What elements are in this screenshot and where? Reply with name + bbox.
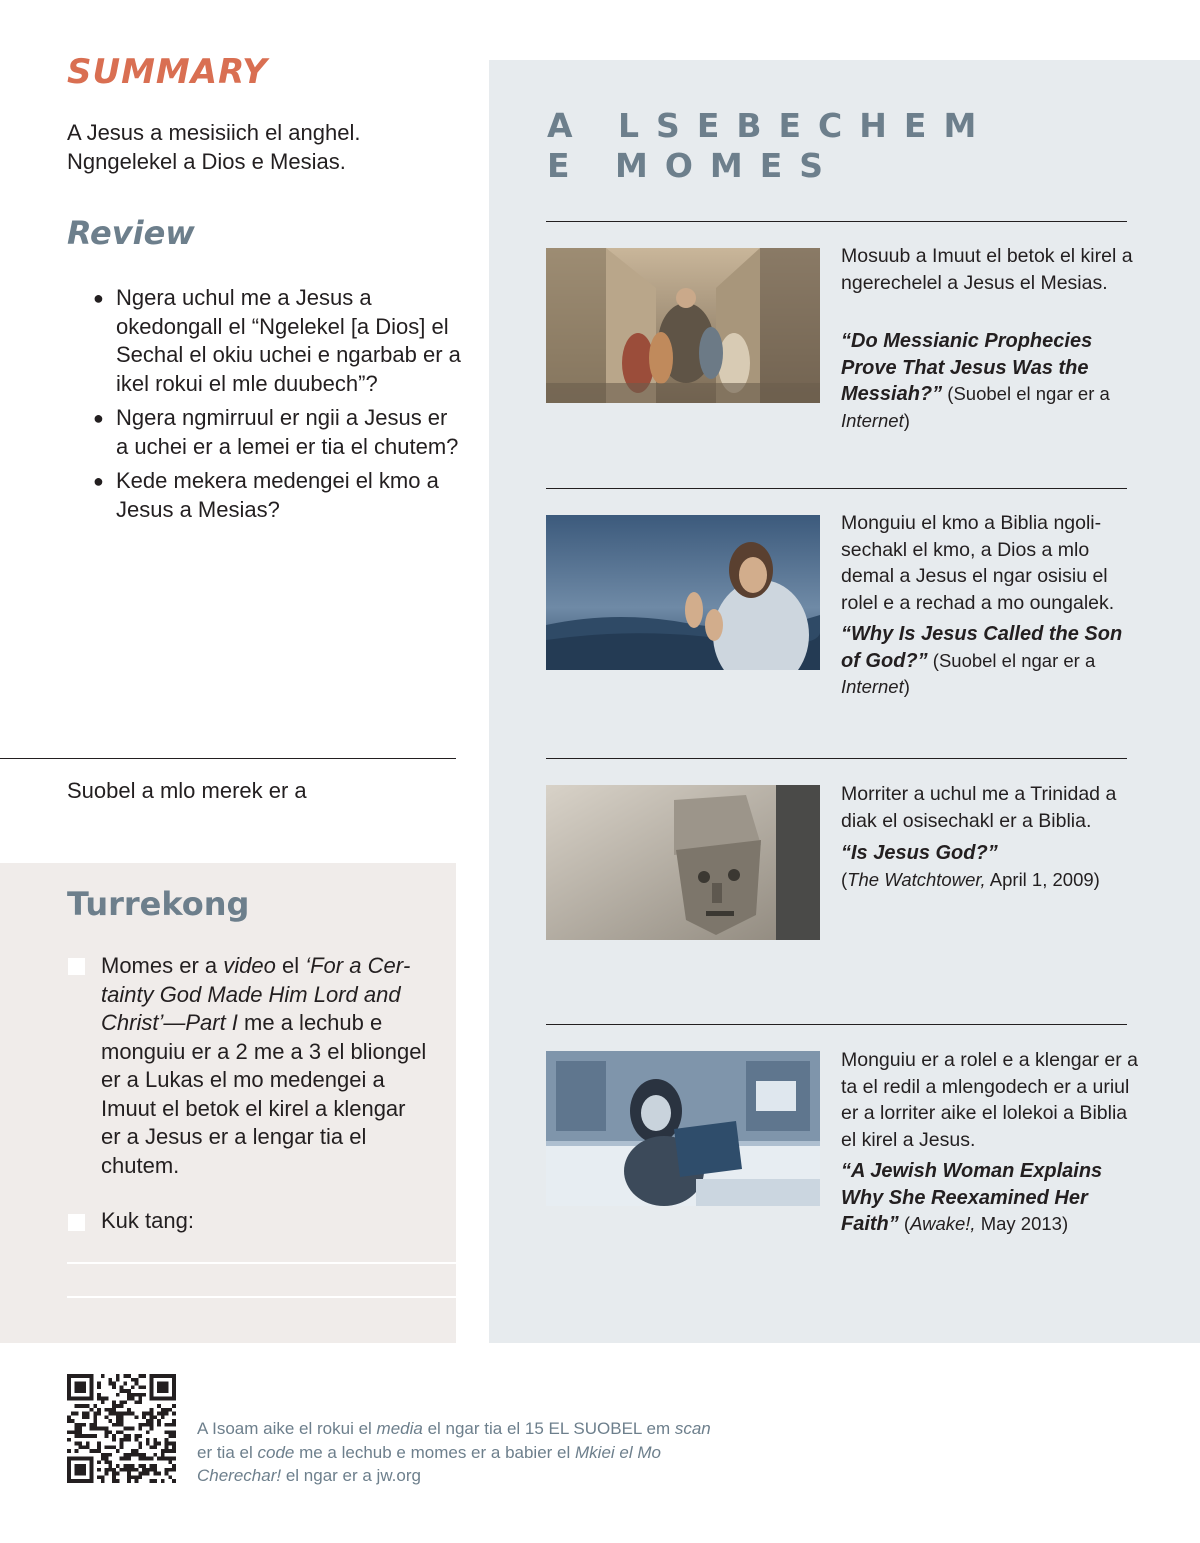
task-1-text-italic: video [223,953,276,978]
entry-source: ( [841,868,848,890]
entry-source-italic: Awake!, [910,1213,976,1234]
review-item-text: Ngera ngmirruul er ngii a Jesus er a uchei er a lemei er tia el chutem? [116,405,459,459]
jesus-praying-image [546,515,820,670]
entry-source: ( [898,1213,911,1234]
task-1-text-part: el [275,953,306,978]
task-2-checkbox[interactable] [68,1214,85,1231]
entry-description: Mosuub a Imuut el betok el kirel a ngerechelel a Jesus el Mesias. [841,245,1133,294]
footer-text-part: el ngar tia el 15 EL SUOBEL em [422,1419,675,1438]
task-1-video-title: ‘For a Certainty God Made Him Lord and Christ’—Part I [101,953,411,1035]
entry-reference[interactable] [841,328,1131,434]
review-list [93,284,463,530]
entry-divider [546,1024,1127,1025]
further-study-heading-line: E MOMES [547,146,841,185]
write-in-line[interactable] [67,1262,456,1264]
task-2-text: Kuk tang: [101,1208,194,1233]
entry-description: Monguiu el kmo a Biblia ngolisechakl el kmo, a Dios a mlo demal a Jesus el ngar osisiu el rolel e a rechad a mo oungalek. [841,512,1115,614]
turrekong-heading: Turrekong [67,885,250,923]
entry-reference[interactable] [841,621,1131,701]
footer-book-title: Mkiei el Mo Cherechar! [197,1442,661,1485]
footer-text-italic: media [376,1419,423,1438]
study-completed-label: Suobel a mlo merek er a [67,778,307,803]
bullet-icon: ● [93,288,104,308]
further-study-heading-line: A LSEBECHEM [547,106,994,145]
footer-text-part: er tia el [197,1442,258,1462]
bullet-icon: ● [93,471,104,491]
entry-divider [546,758,1127,759]
task-1-text [101,952,431,1180]
entry-title-link[interactable]: “Do Messianic Prophecies Prove That Jesus Was the Messiah?” [841,330,1093,405]
summary-text [67,118,447,176]
summary-line-1: A Jesus a mesisiich el anghel. [67,120,361,145]
review-item-text: Ngera uchul me a Jesus a okedongall el “Ngelekel [a Dios] el Sechal el okiu uchei e ngarbab er a ikel rokui el mle duubech”? [116,285,461,396]
footer-text-part: me a lechub e momes er a babier el [294,1442,576,1462]
qr-code-icon[interactable] [67,1374,176,1483]
further-study-heading [547,106,993,186]
entry-source: May 2013) [975,1213,1069,1234]
review-item [93,467,463,524]
entry-source: ) [903,409,910,431]
entry-source: (Suobel el ngar er a [942,383,1110,404]
entry-source: (Suobel el ngar er a [927,649,1096,671]
entry-source-italic: Internet [841,409,904,431]
footer-text-part: A Isoam aike el rokui el [197,1419,377,1438]
bullet-icon: ● [93,408,104,428]
task-1-text-part: me a lechub e monguiu er a 2 me a 3 el bliongel er a Lukas el mo medengei a Imuut el betok el kirel a klengar er a Jesus er a lengar tia el chutem. [101,1010,427,1178]
triumphal-entry-image [546,248,820,403]
entry-source: April 1, 2009) [985,868,1100,890]
woman-reading-image [546,1051,820,1206]
entry-divider [546,488,1127,489]
entry-title-link[interactable]: “Why Is Jesus Called the Son of God?” [841,623,1123,672]
entry-title-link[interactable]: “A Jewish Woman Explains Why She Reexamined Her Faith” [841,1160,1103,1235]
review-heading: Review [67,214,195,252]
entry-title-link[interactable]: “Is Jesus God?” [841,842,998,864]
footer-text [197,1417,717,1488]
entry-divider [546,221,1127,222]
entry-description: Morriter a uchul me a Trinidad a diak el osisechakl er a Biblia. [841,783,1117,832]
entry-reference[interactable] [841,840,1131,893]
three-faced-sculpture-image [546,785,820,940]
task-1-text-part: Momes er a [101,953,224,978]
entry-source-italic: Internet [841,676,904,697]
entry-description: Monguiu er a rolel e a klengar er a ta el redil a mlengodech er a uriul er a lorriter aike el lolekoi a Biblia el kirel a Jesus. [841,1049,1139,1151]
entry-reference[interactable] [841,1158,1131,1238]
summary-heading: SUMMARY [67,52,268,92]
write-in-line[interactable] [67,1296,456,1298]
entry-source: ) [903,676,910,697]
footer-text-part: el ngar er a jw.org [281,1466,421,1485]
footer-text-italic: code [257,1442,295,1462]
review-item [93,284,463,398]
entry-source-italic: The Watchtower, [847,868,986,890]
footer-text-italic: scan [674,1419,711,1438]
review-item [93,404,463,461]
summary-line-2: Ngngelekel a Dios e Mesias. [67,149,346,174]
section-divider [0,758,456,759]
review-item-text: Kede mekera medengei el kmo a Jesus a Mesias? [116,468,439,522]
task-1-checkbox[interactable] [68,958,85,975]
